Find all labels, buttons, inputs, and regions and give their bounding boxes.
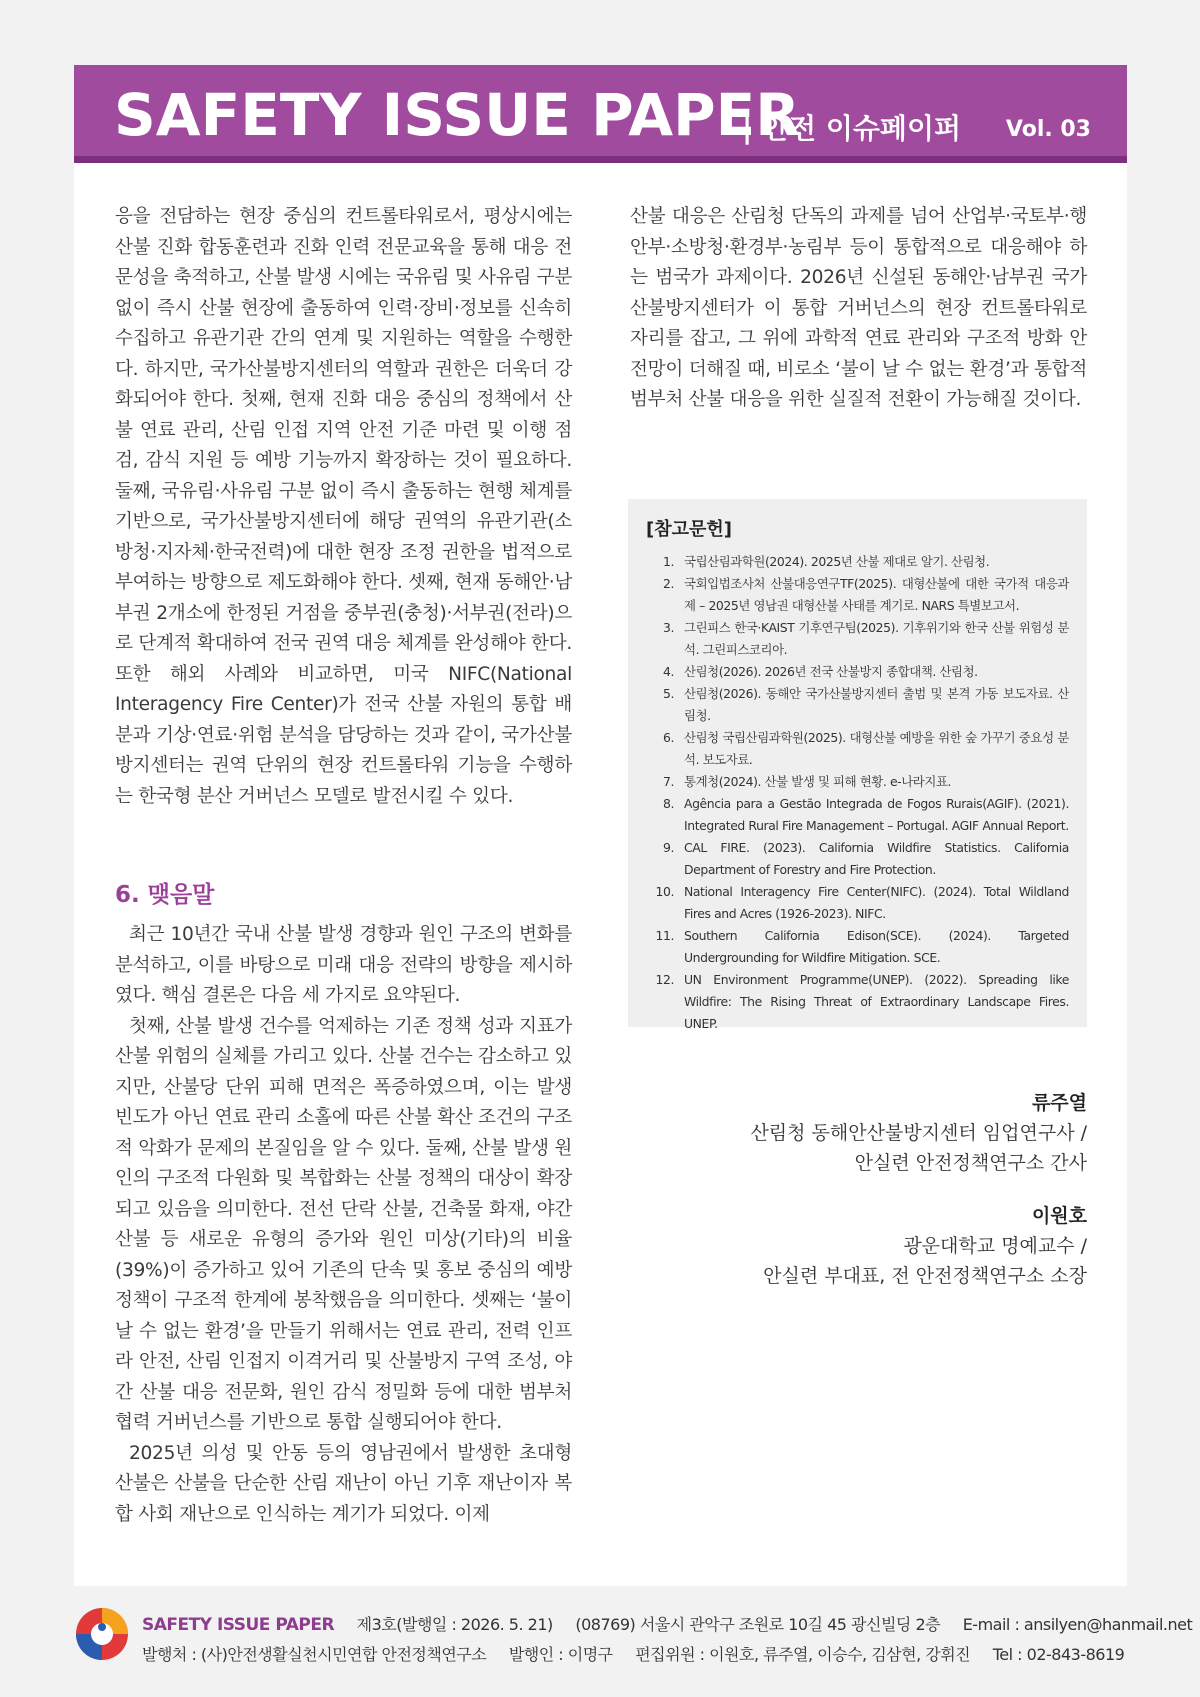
right-column-text [630, 202, 1087, 416]
footer-editors: 편집위원 : 이원호, 류주열, 이승수, 김삼현, 강휘진 [635, 1645, 971, 1664]
organization-logo-icon [74, 1606, 130, 1662]
volume-label: Vol. 03 [1005, 117, 1091, 142]
footer-issuer: 발행인 : 이명구 [508, 1645, 613, 1664]
reference-number: 6. [662, 730, 674, 745]
author-affiliation: 안실련 안전정책연구소 간사 [854, 1152, 1087, 1174]
reference-text: 통계청(2024). 산불 발생 및 피해 현황. e-나라지표. [684, 774, 952, 789]
reference-number: 10. [655, 884, 674, 899]
references-box [628, 499, 1087, 1031]
author-name: 류주열 [1031, 1092, 1087, 1114]
reference-item [646, 925, 1069, 969]
author-block [667, 1201, 1087, 1291]
reference-item [646, 727, 1069, 771]
footer-publisher: 발행처 : (사)안전생활실천시민연합 안전정책연구소 [142, 1645, 487, 1664]
author-block [667, 1088, 1087, 1178]
reference-text: CAL FIRE. (2023). California Wildfire Statistics. California Department of Forestry and Fire Protection. [684, 840, 1069, 877]
reference-number: 11. [655, 928, 674, 943]
reference-number: 1. [662, 554, 674, 569]
reference-number: 12. [655, 972, 674, 987]
footer-tel: Tel : 02-843-8619 [992, 1645, 1125, 1664]
reference-item [646, 793, 1069, 837]
reference-text: National Interagency Fire Center(NIFC). (2024). Total Wildland Fires and Acres (1926-2023). NIFC. [684, 884, 1069, 921]
reference-number: 7. [662, 774, 674, 789]
reference-number: 3. [662, 620, 674, 635]
reference-item [646, 969, 1069, 1035]
author-name: 이원호 [1031, 1205, 1087, 1227]
body-paragraph: 2025년 의성 및 안동 등의 영남권에서 발생한 초대형 산불은 산불을 단순한 산림 재난이 아닌 기후 재난이자 복합 사회 재난으로 인식하는 계기가 되었다. 이제 [115, 1442, 572, 1525]
author-affiliation: 산림청 동해안산불방지센터 임업연구사 / [750, 1122, 1087, 1144]
reference-item [646, 771, 1069, 793]
references-list [646, 551, 1069, 1035]
reference-text: 산림청 국립산림과학원(2025). 대형산불 예방을 위한 숲 가꾸기 중요성 분석. 보도자료. [684, 730, 1069, 767]
footer-brand: SAFETY ISSUE PAPER [142, 1615, 335, 1635]
reference-number: 8. [662, 796, 674, 811]
footer [74, 1600, 1193, 1672]
references-title: [참고문헌] [646, 519, 733, 540]
reference-text: 그린피스 한국·KAIST 기후연구팀(2025). 기후위기와 한국 산불 위험성 분석. 그린피스코리아. [684, 620, 1069, 657]
conclusion-text [115, 920, 572, 1530]
body-paragraph: 산불 대응은 산림청 단독의 과제를 넘어 산업부·국토부·행안부·소방청·환경부·농림부 등이 통합적으로 대응해야 하는 범국가 과제이다. 2026년 신설된 동해안·남부권 국가산불방지센터가 이 통합 거버넌스의 현장 컨트롤타워로 자리를 잡고, 그 위에 과학적 연료 관리와 구조적 방화 안전망이 더해질 때, 비로소 ‘불이 날 수 없는 환경’과 통합적 범부처 산불 대응을 위한 실질적 전환이 가능해질 것이다. [630, 206, 1087, 410]
footer-issue: 제3호(발행일 : 2026. 5. 21) [356, 1615, 553, 1634]
reference-item [646, 551, 1069, 573]
reference-item [646, 661, 1069, 683]
reference-item [646, 881, 1069, 925]
body-paragraph: 응을 전담하는 현장 중심의 컨트롤타워로서, 평상시에는 산불 진화 합동훈련과 진화 인력 전문교육을 통해 대응 전문성을 축적하고, 산불 발생 시에는 국유림 및 사유림 구분 없이 즉시 산불 현장에 출동하여 인력·장비·정보를 신속히 수집하고 유관기관 간의 연계 및 지원하는 역할을 수행한다. 하지만, 국가산불방지센터의 역할과 권한은 더욱더 강화되어야 한다. 첫째, 현재 진화 대응 중심의 정책에서 산불 연료 관리, 산림 인접 지역 안전 기준 마련 및 이행 점검, 감식 지원 등 예방 기능까지 확장하는 것이 필요하다. 둘째, 국유림·사유림 구분 없이 즉시 출동하는 현행 체계를 기반으로, 국가산불방지센터에 해당 권역의 유관기관(소방청·지자체·한국전력)에 대한 현장 조정 권한을 법적으로 부여하는 방향으로 제도화해야 한다. 셋째, 현재 동해안·남부권 2개소에 한정된 거점을 중부권(충청)·서부권(전라)으로 단계적 확대하여 전국 권역 대응 체계를 완성해야 한다. 또한 해외 사례와 비교하면, 미국 NIFC(National Interagency Fire Center)가 전국 산불 자원의 통합 배분과 기상·연료·위험 분석을 담당하는 것과 같이, 국가산불방지센터는 권역 단위의 현장 컨트롤타워 기능을 수행하는 한국형 분산 거버넌스 모델로 발전시킬 수 있다. [115, 206, 572, 807]
section-heading: 6. 맺음말 [115, 882, 215, 908]
reference-item [646, 683, 1069, 727]
author-affiliation: 광운대학교 명예교수 / [903, 1235, 1087, 1257]
footer-line-1 [142, 1612, 1192, 1635]
reference-text: 산림청(2026). 동해안 국가산불방지센터 출범 및 본격 가동 보도자료. 산림청. [684, 686, 1069, 723]
body-paragraph: 최근 10년간 국내 산불 발생 경향과 원인 구조의 변화를 분석하고, 이를 바탕으로 미래 대응 전략의 방향을 제시하였다. 핵심 결론은 다음 세 가지로 요약된다. [115, 924, 572, 1006]
reference-number: 5. [662, 686, 674, 701]
reference-text: 국회입법조사처 산불대응연구TF(2025). 대형산불에 대한 국가적 대응과제 – 2025년 영남권 대형산불 사태를 계기로. NARS 특별보고서. [684, 576, 1069, 613]
reference-number: 4. [662, 664, 674, 679]
reference-number: 2. [662, 576, 674, 591]
paper-title: SAFETY ISSUE PAPER [114, 81, 800, 149]
reference-text: UN Environment Programme(UNEP). (2022). Spreading like Wildfire: The Rising Threat of Extraordinary Landscape Fires. UNEP. [684, 972, 1069, 1031]
reference-item [646, 837, 1069, 881]
footer-address: (08769) 서울시 관악구 조원로 10길 45 광신빌딩 2층 [575, 1615, 941, 1634]
footer-email: E-mail : ansilyen@hanmail.net [962, 1615, 1193, 1634]
reference-text: 산림청(2026). 2026년 전국 산불방지 종합대책. 산림청. [684, 664, 978, 679]
header-banner [74, 65, 1127, 163]
reference-item [646, 617, 1069, 661]
body-paragraph: 첫째, 산불 발생 건수를 억제하는 기존 정책 성과 지표가 산불 위험의 실체를 가리고 있다. 산불 건수는 감소하고 있지만, 산불당 단위 피해 면적은 폭증하였으며, 이는 발생 빈도가 아닌 연료 관리 소홀에 따른 산불 확산 조건의 구조적 악화가 문제의 본질임을 알 수 있다. 둘째, 산불 발생 원인의 구조적 다원화 및 복합화는 산불 정책의 대상이 확장되고 있음을 의미한다. 전선 단락 산불, 건축물 화재, 야간 산불 등 새로운 유형의 증가와 원인 미상(기타)의 비율(39%)이 증가하고 있어 기존의 단속 및 홍보 중심의 예방 정책이 구조적 한계에 봉착했음을 의미한다. 셋째는 ‘불이 날 수 없는 환경’을 만들기 위해서는 연료 관리, 전력 인프라 안전, 산림 인접지 이격거리 및 산불방지 구역 조성, 야간 산불 대응 전문화, 원인 감식 정밀화 등에 대한 범부처 협력 거버넌스를 기반으로 통합 실행되어야 한다. [115, 1015, 572, 1433]
footer-line-2 [142, 1642, 1124, 1665]
reference-item [646, 573, 1069, 617]
reference-text: Southern California Edison(SCE). (2024). Targeted Undergrounding for Wildfire Mitigation. SCE. [684, 928, 1069, 965]
reference-number: 9. [662, 840, 674, 855]
author-affiliation: 안실련 부대표, 전 안전정책연구소 소장 [763, 1265, 1087, 1287]
reference-text: 국립산림과학원(2024). 2025년 산불 제대로 알기. 산림청. [684, 554, 990, 569]
reference-text: Agência para a Gestão Integrada de Fogos Rurais(AGIF). (2021). Integrated Rural Fire Management – Portugal. AGIF Annual Report. [684, 796, 1069, 833]
left-column-text [115, 202, 572, 812]
paper-subtitle: | 안전 이슈페이퍼 [742, 112, 962, 145]
